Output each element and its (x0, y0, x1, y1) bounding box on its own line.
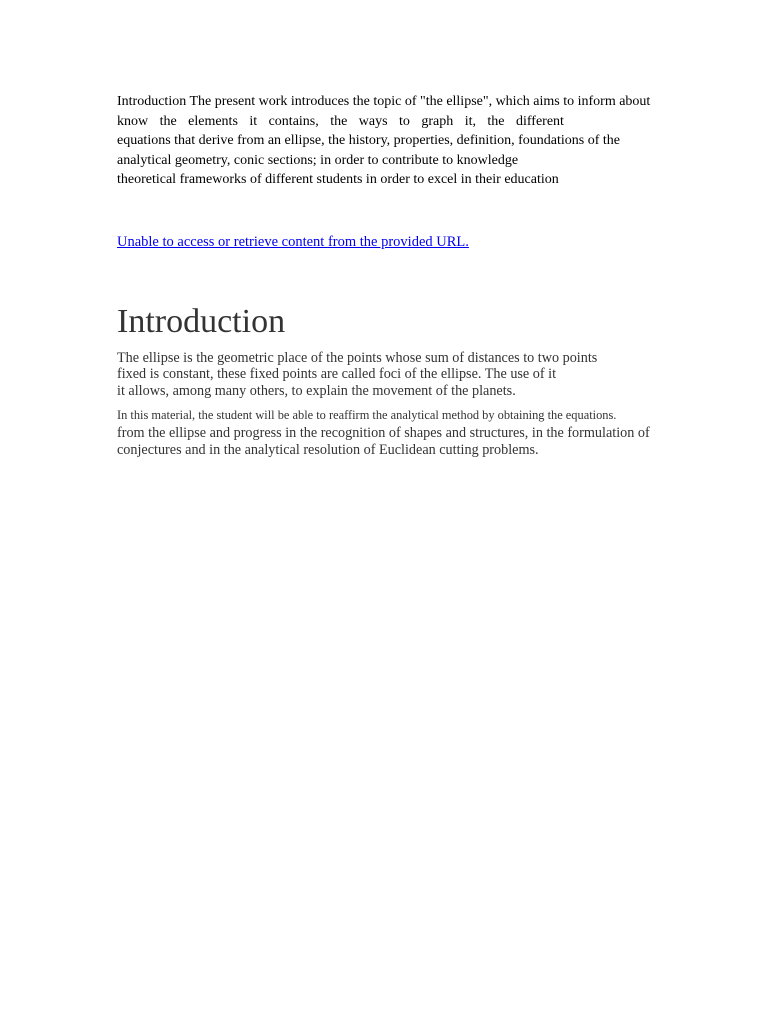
abstract-line-4: analytical geometry, conic sections; in order to contribute to knowledge (117, 153, 519, 168)
abstract-word: the (330, 114, 348, 129)
paragraph-2-line-2: from the ellipse and progress in the recognition of shapes and structures, in the formulation of (117, 425, 650, 441)
abstract-word: the (159, 114, 177, 129)
abstract-word: to (399, 114, 410, 129)
paragraph-2-line-1: In this material, the student will be able to reaffirm the analytical method by obtaining the equations. (117, 408, 617, 422)
paragraph-1-line-2: fixed is constant, these fixed points are called foci of the ellipse. The use of it (117, 366, 557, 382)
paragraph-1-line-1: The ellipse is the geometric place of the points whose sum of distances to two points (117, 350, 598, 366)
abstract-word: ways (358, 114, 388, 129)
link-text: Unable to access or retrieve content from the provided URL. (117, 234, 469, 250)
abstract-word: it, (464, 114, 476, 129)
abstract-line-1: Introduction The present work introduces the topic of "the ellipse", which aims to inform about (117, 94, 651, 109)
paragraph-1-line-3: it allows, among many others, to explain the movement of the planets. (117, 383, 516, 399)
abstract-line-3: equations that derive from an ellipse, the history, properties, definition, foundations of the (117, 133, 620, 148)
abstract-word: the (487, 114, 505, 129)
abstract-word: it (249, 114, 258, 129)
abstract-word: different (515, 114, 564, 129)
abstract-word: know (117, 114, 149, 129)
paragraph-2-line-3: conjectures and in the analytical resolution of Euclidean cutting problems. (117, 442, 539, 458)
abstract-word: graph (421, 114, 454, 129)
abstract-word: contains, (268, 114, 319, 129)
section-heading: Introduction (117, 303, 286, 340)
unavailable-content-link[interactable] (117, 233, 525, 251)
abstract-line-5: theoretical frameworks of different students in order to excel in their education (117, 172, 559, 187)
abstract-line-2 (117, 112, 564, 131)
abstract-word: elements (188, 114, 238, 129)
